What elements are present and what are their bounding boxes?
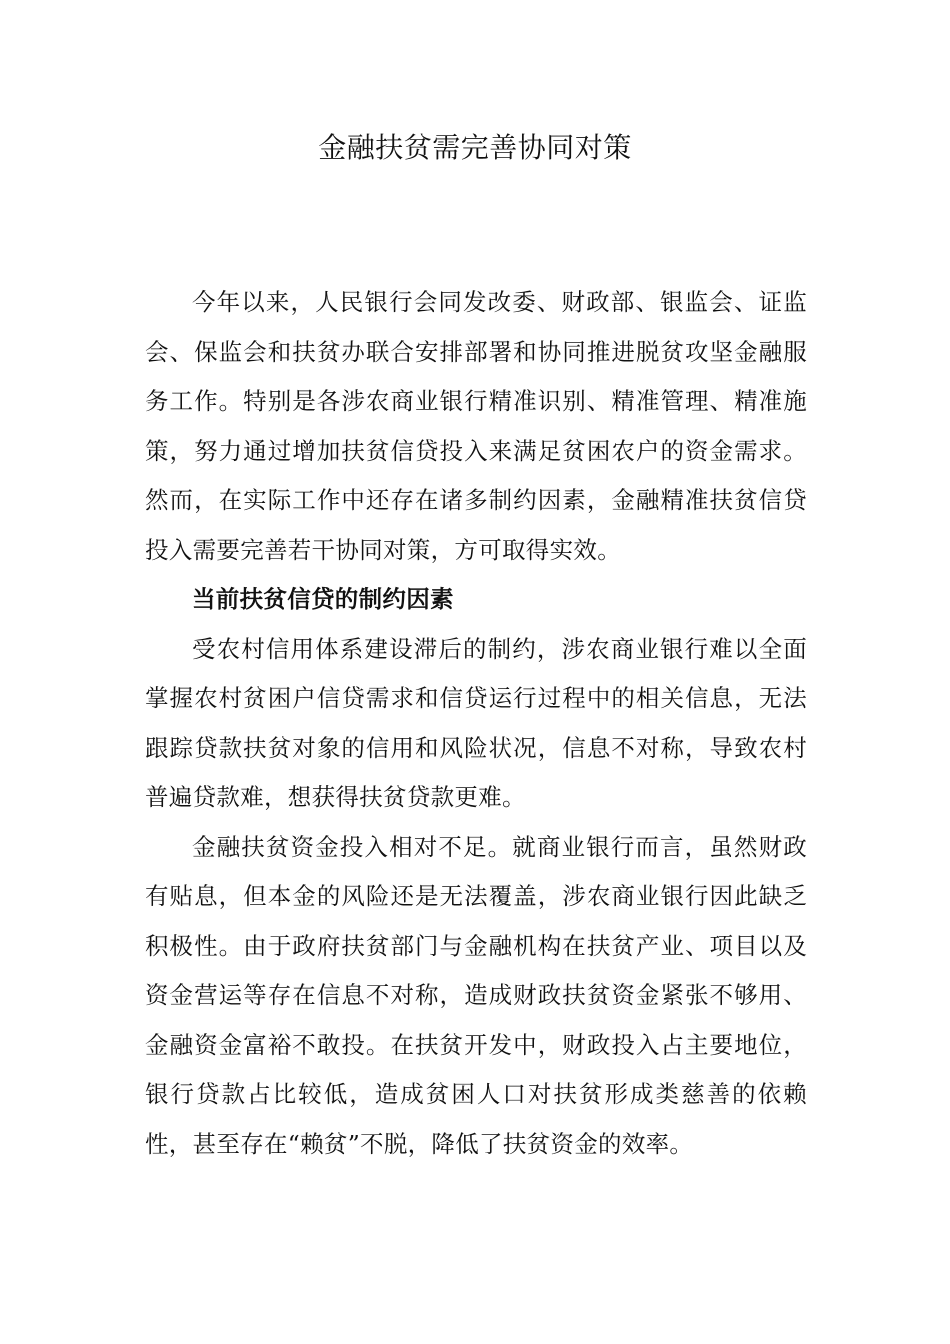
- section-heading: 当前扶贫信贷的制约因素: [192, 585, 454, 613]
- document-body: [145, 278, 807, 1169]
- document-title: 金融扶贫需完善协同对策: [318, 131, 632, 164]
- intro-paragraph: 今年以来，人民银行会同发改委、财政部、银监会、证监会、保监会和扶贫办联合安排部署和协同推进脱贫攻坚金融服务工作。特别是各涉农商业银行精准识别、精准管理、精准施策，努力通过增加扶贫信贷投入来满足贫困农户的资金需求。然而，在实际工作中还存在诸多制约因素，金融精准扶贫信贷投入需要完善若干协同对策，方可取得实效。: [145, 288, 807, 564]
- paragraph-funding-shortage: 金融扶贫资金投入相对不足。就商业银行而言，虽然财政有贴息，但本金的风险还是无法覆盖，涉农商业银行因此缺乏积极性。由于政府扶贫部门与金融机构在扶贫产业、项目以及资金营运等存在信息不对称，造成财政扶贫资金紧张不够用、金融资金富裕不敢投。在扶贫开发中，财政投入占主要地位，银行贷款占比较低，造成贫困人口对扶贫形成类慈善的依赖性，甚至存在“赖贫”不脱，降低了扶贫资金的效率。: [145, 832, 807, 1158]
- paragraph-credit-system: 受农村信用体系建设滞后的制约，涉农商业银行难以全面掌握农村贫困户信贷需求和信贷运行过程中的相关信息，无法跟踪贷款扶贫对象的信用和风险状况，信息不对称，导致农村普遍贷款难，想获得扶贫贷款更难。: [145, 634, 807, 811]
